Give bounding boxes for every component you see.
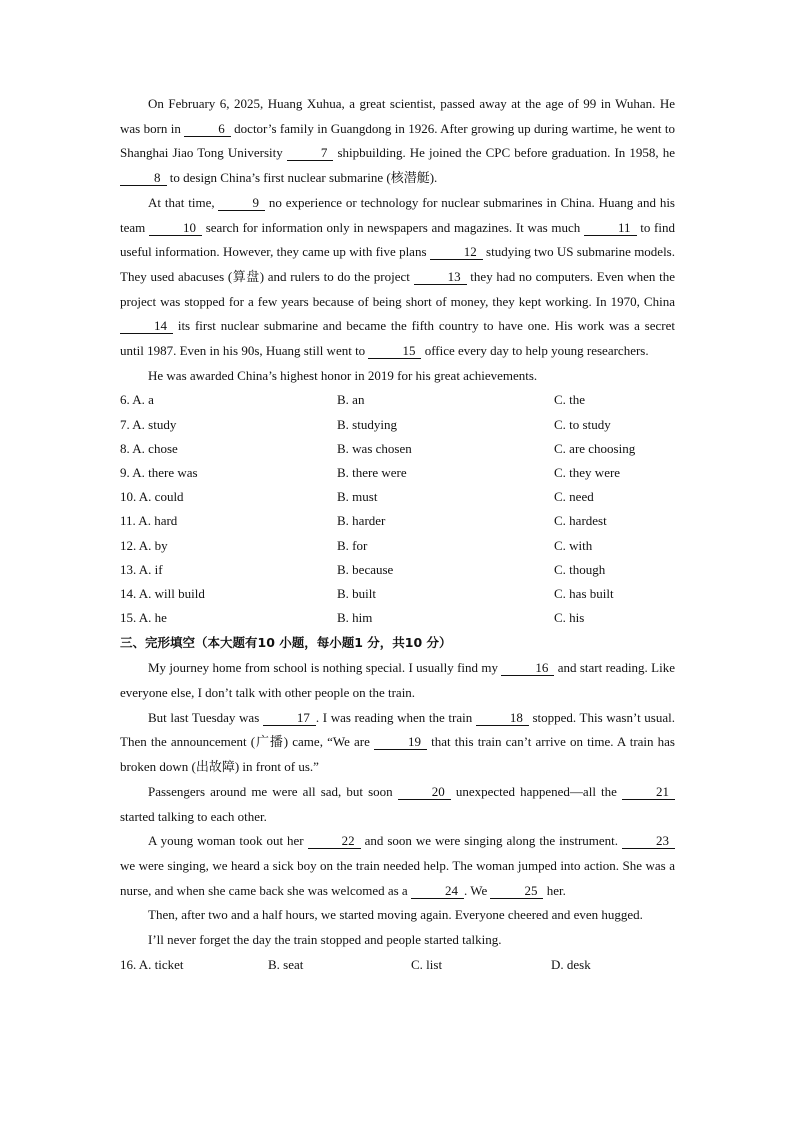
exam-page [120,92,675,977]
blank-18: 18 [476,711,529,726]
option-choice: B. harder [337,513,386,529]
paragraph [120,656,675,705]
blank-24: 24 [411,884,464,899]
option-choice: 7. A. study [120,416,177,432]
option-row [120,461,675,485]
option-choice: B. an [337,392,365,408]
option-choice: D. desk [551,956,591,972]
blank-23: 23 [622,834,675,849]
option-choice: C. though [554,561,606,577]
option-choice: B. built [337,585,377,601]
paragraph-text: started talking to each other. [120,808,267,824]
blank-7: 7 [287,146,334,161]
paragraph-text: to design China’s first nuclear submarine (核潜艇). [166,170,438,186]
paragraph-text: her. [543,882,566,898]
blank-14: 14 [120,319,173,334]
option-row [120,485,675,509]
reading-passage-1 [120,92,675,388]
option-choice: C. with [554,537,593,553]
option-row [120,413,675,437]
paragraph-text: shipbuilding. He joined the CPC before graduation. In 1958, he [333,145,675,161]
option-row [120,558,675,582]
option-choice: B. studying [337,416,397,432]
options-list-1 [120,388,675,630]
paragraph-text: . We [463,882,491,898]
option-choice: C. the [554,392,586,408]
section-heading: 三、完形填空（本大题有10 小题，每小题1 分，共10 分） [120,635,452,651]
option-row [120,509,675,533]
blank-17: 17 [263,711,316,726]
paragraph [120,780,675,829]
blank-21: 21 [622,785,675,800]
blank-6: 6 [184,122,231,137]
option-choice: B. there were [337,465,407,480]
paragraph-text: . I was reading when the train [315,709,476,725]
option-choice: B. must [337,489,378,505]
option-choice: 14. A. will build [120,585,205,601]
paragraph-text: its first nuclear submarine and became the fifth country to have one. His work was a secret until 1987. Even in his 90s, Huang still went to [120,318,675,359]
paragraph [120,903,675,928]
option-choice: C. to study [554,416,611,432]
option-choice: 9. A. there was [120,465,198,480]
paragraph-text: A young woman took out her [148,833,308,849]
paragraph-text: to find useful information. However, they came up with five plans [120,219,675,260]
paragraph [120,928,675,953]
paragraph-text: Then, after two and a half hours, we started moving again. Everyone cheered and even hugged. [148,907,643,923]
paragraph-text: But last Tuesday was [148,709,263,725]
blank-10: 10 [149,221,202,236]
blank-9: 9 [218,196,265,211]
option-choice: 16. A. ticket [120,956,184,972]
option-choice: C. are choosing [554,440,636,456]
paragraph-text: no experience or technology for nuclear submarines in China. Huang and his team [120,194,675,235]
option-choice: 12. A. by [120,537,168,553]
paragraph-text: Passengers around me were all sad, but soon [148,783,398,799]
blank-20: 20 [398,785,451,800]
paragraph-text: search for information only in newspapers and magazines. It was much [201,219,584,235]
option-choice: 13. A. if [120,561,163,577]
option-row [120,388,675,412]
blank-25: 25 [490,884,543,899]
option-choice: 6. A. a [120,392,154,408]
blank-22: 22 [308,834,361,849]
option-row [120,437,675,461]
option-row [120,534,675,558]
paragraph-text: My journey home from school is nothing special. I usually find my [148,660,502,676]
option-row [120,953,675,977]
paragraph [120,829,675,903]
paragraph [120,191,675,364]
option-choice: C. they were [554,465,621,480]
option-row [120,606,675,630]
option-choice: B. seat [268,956,304,972]
paragraph-text: that this train can’t arrive on time. A train has broken down (出故障) in front of us.” [120,734,675,775]
paragraph-text: doctor’s family in Guangdong in 1926. After growing up during wartime, he went to Shanghai Jiao Tong University [120,120,675,161]
option-choice: 11. A. hard [120,513,178,529]
blank-13: 13 [414,270,467,285]
blank-8: 8 [120,171,167,186]
paragraph-text: and soon we were singing along the instrument. [360,833,623,849]
blank-19: 19 [374,735,427,750]
paragraph-text: He was awarded China’s highest honor in 2019 for his great achievements. [148,367,538,383]
option-choice: B. him [337,610,373,626]
option-row [120,582,675,606]
paragraph-text: At that time, [148,194,219,210]
paragraph-text: On February 6, 2025, Huang Xuhua, a great scientist, passed away at the age of 99 in Wuhan. He was born in [120,96,675,136]
option-choice: 10. A. could [120,489,184,505]
paragraph-text: office every day to help young researchers. [421,343,649,359]
paragraph-text: studying two US submarine models. They used abacuses (算盘) and rulers to do the project [120,244,675,284]
paragraph-text: and start reading. Like everyone else, I don’t talk with other people on the train. [120,660,675,701]
paragraph-text: they had no computers. Even when the project was stopped for a few years because of being short of money, they kept working. In 1970, China [120,268,675,309]
option-choice: 15. A. he [120,610,167,626]
option-choice: C. has built [554,585,614,601]
paragraph-text: we were singing, we heard a sick boy on the train needed help. The woman jumped into action. She was a nurse, and when she came back she was welcomed as a [120,857,675,898]
paragraph-text: I’ll never forget the day the train stopped and people started talking. [148,932,502,948]
paragraph [120,706,675,780]
option-choice: 8. A. chose [120,440,178,456]
option-choice: C. list [411,956,443,972]
cloze-passage-2 [120,656,675,952]
option-choice: C. hardest [554,513,607,529]
option-choice: B. for [337,537,368,553]
paragraph [120,364,675,389]
blank-11: 11 [584,221,637,236]
option-choice: C. need [554,489,594,505]
option-choice: B. was chosen [337,440,412,456]
option-choice: B. because [337,561,394,577]
paragraph [120,92,675,191]
paragraph-text: unexpected happened—all the [450,783,622,799]
options-list-2 [120,953,675,977]
blank-15: 15 [368,344,421,359]
paragraph-text: stopped. This wasn’t usual. Then the announcement (广播) came, “We are [120,709,675,750]
option-choice: C. his [554,610,585,626]
blank-16: 16 [501,661,554,676]
blank-12: 12 [430,245,483,260]
